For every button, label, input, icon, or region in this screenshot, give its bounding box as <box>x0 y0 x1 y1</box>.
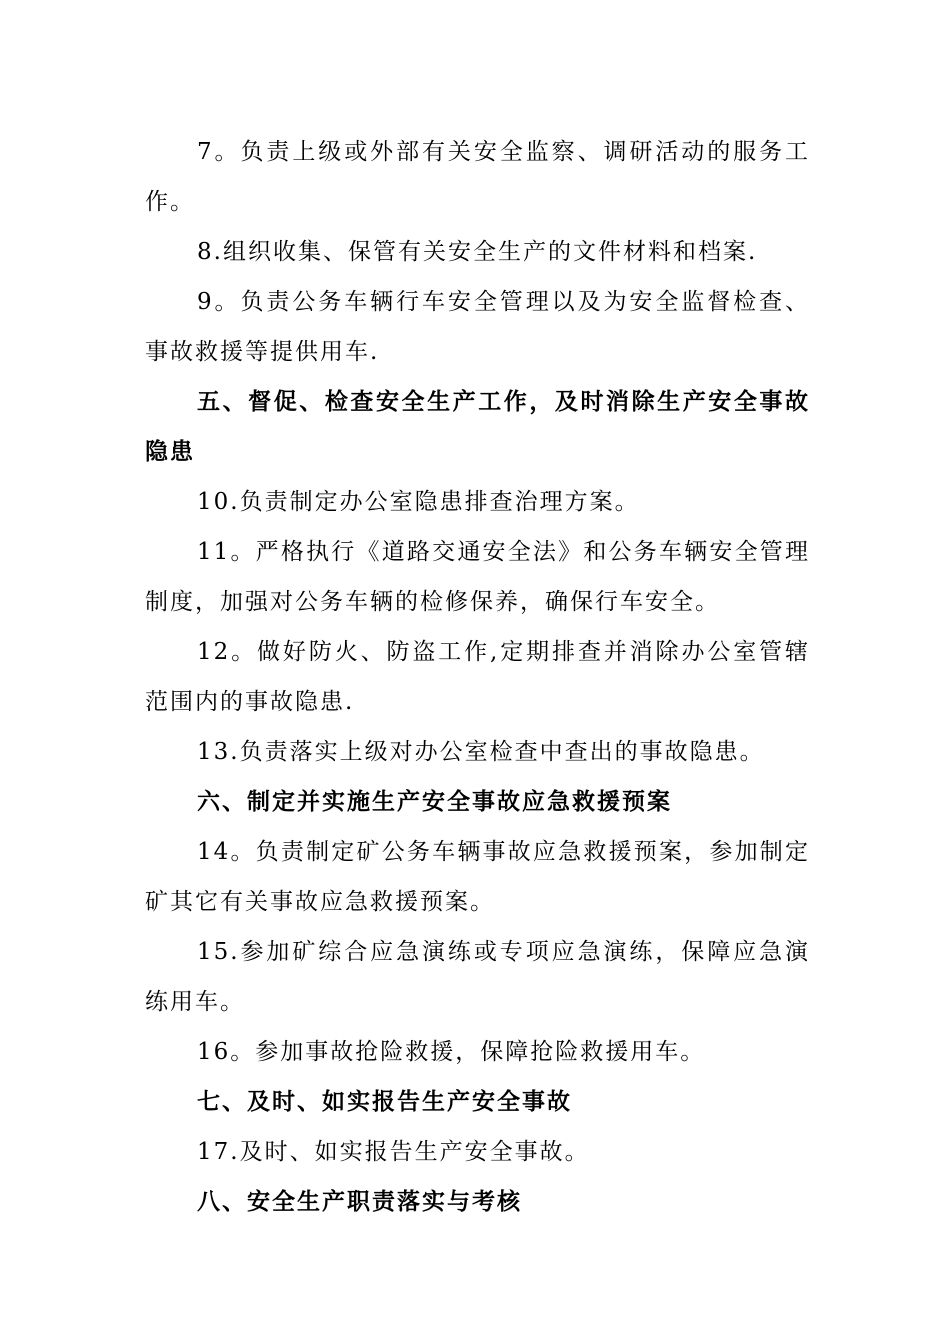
section-heading-5: 五、督促、检查安全生产工作，及时消除生产安全事故隐患 <box>145 389 810 465</box>
paragraph-item-14: 14。负责制定矿公务车辆事故应急救援预案，参加制定矿其它有关事故应急救援预案。 <box>145 839 810 915</box>
paragraph-item-9: 9。负责公务车辆行车安全管理以及为安全监督检查、事故救援等提供用车. <box>145 289 810 365</box>
paragraph-item-17: 17.及时、如实报告生产安全事故。 <box>197 1139 590 1165</box>
paragraph-item-12: 12。做好防火、防盗工作,定期排查并消除办公室管辖范围内的事故隐患. <box>145 639 810 715</box>
paragraph-item-8: 8.组织收集、保管有关安全生产的文件材料和档案. <box>197 239 758 265</box>
paragraph-item-7: 7。负责上级或外部有关安全监察、调研活动的服务工作。 <box>145 139 810 215</box>
paragraph-item-16: 16。参加事故抢险救援，保障抢险救援用车。 <box>197 1039 706 1065</box>
section-heading-6: 六、制定并实施生产安全事故应急救援预案 <box>197 789 672 815</box>
section-heading-8: 八、安全生产职责落实与考核 <box>197 1189 522 1215</box>
document-body <box>145 127 810 1227</box>
section-heading-7: 七、及时、如实报告生产安全事故 <box>197 1089 572 1115</box>
paragraph-item-13: 13.负责落实上级对办公室检查中查出的事故隐患。 <box>197 739 765 765</box>
paragraph-item-11: 11。严格执行《道路交通安全法》和公务车辆安全管理制度，加强对公务车辆的检修保养，确保行车安全。 <box>145 539 810 615</box>
paragraph-item-15: 15.参加矿综合应急演练或专项应急演练，保障应急演练用车。 <box>145 939 810 1015</box>
paragraph-item-10: 10.负责制定办公室隐患排查治理方案。 <box>197 489 640 515</box>
